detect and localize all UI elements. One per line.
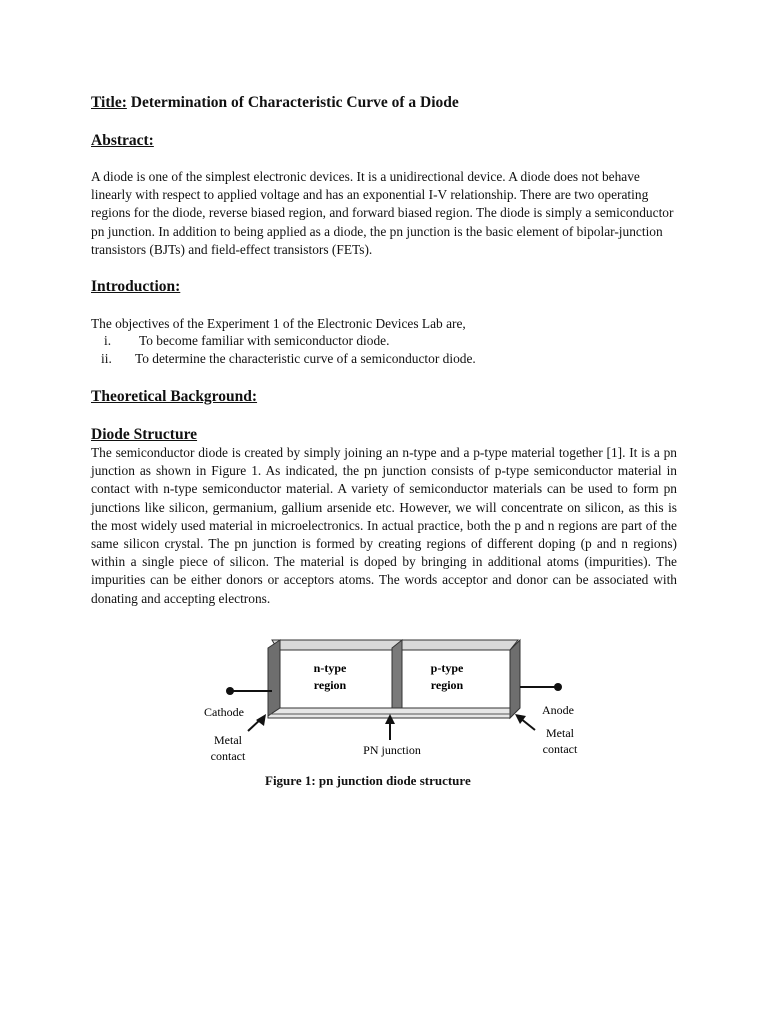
title-text: Determination of Characteristic Curve of a Diode (130, 94, 459, 111)
cathode-label: Cathode (204, 705, 244, 719)
document-title (91, 94, 459, 112)
n-region-label-2: region (313, 678, 347, 692)
abstract-paragraph: A diode is one of the simplest electronic devices. It is a unidirectional device. A diode does not behave linearly with respect to applied voltage and has an exponential I-V relationship. There are two operating regions for the diode, reverse biased region, and forward biased region. The diode is simply a semiconductor pn junction. In addition to being applied as a diode, the pn junction is the basic element of bipolar-junction transistors (BJTs) and field-effect transistors (FETs). (91, 169, 674, 257)
metal-contact-right-label-2: contact (542, 742, 578, 756)
metal-contact-right (510, 640, 520, 718)
metal-contact-left (268, 640, 280, 716)
diode-structure-subheading: Diode Structure (91, 426, 198, 443)
pn-junction-figure (180, 634, 600, 770)
metal-contact-right-arrow (515, 714, 535, 730)
anode-label: Anode (542, 703, 574, 717)
p-region-label-2: region (430, 678, 464, 692)
figure-caption: Figure 1: pn junction diode structure (265, 773, 471, 788)
p-region-label-1: p-type (430, 661, 464, 675)
abstract-heading: Abstract: (91, 132, 154, 149)
list-item-marker: i. (104, 333, 112, 348)
pn-junction-label: PN junction (363, 743, 421, 757)
cathode-lead (226, 687, 272, 695)
list-item-text: To determine the characteristic curve of a semiconductor diode. (135, 351, 476, 366)
title-label: Title: (91, 94, 127, 111)
anode-lead (520, 683, 562, 691)
metal-contact-left-arrow (248, 714, 266, 731)
list-item-marker: ii. (101, 351, 112, 366)
metal-contact-right-label-1: Metal (546, 726, 574, 740)
theory-heading: Theoretical Background: (91, 388, 258, 405)
n-region-label-1: n-type (313, 661, 347, 675)
diode-structure-paragraph: The semiconductor diode is created by simply joining an n-type and a p-type material together [1]. It is a pn junction as shown in Figure 1. As indicated, the pn junction consists of p-type semiconductor material in contact with n-type semiconductor material. A variety of semiconductor materials can be used to form pn junctions like silicon, germanium, gallium arsenide etc. However, we will concentrate on silicon, as this is the most widely used material in microelectronics. In actual practice, both the p and n regions are part of the same silicon crystal. The pn junction is formed by creating regions of different doping (p and n regions) within a single piece of silicon. The material is doped by bringing in additional atoms (impurities). The impurities can be either donors or acceptors atoms. The words acceptor and donor can be associated with donating and accepting electrons. (91, 445, 677, 606)
junction-slab (392, 640, 402, 716)
metal-contact-left-label-2: contact (210, 749, 246, 763)
list-item-text: To become familiar with semiconductor diode. (139, 333, 390, 348)
metal-contact-left-label-1: Metal (214, 733, 242, 747)
junction-block (268, 640, 520, 718)
introduction-heading: Introduction: (91, 278, 181, 295)
objectives-list (0, 333, 768, 373)
introduction-lead: The objectives of the Experiment 1 of the Electronic Devices Lab are, (91, 316, 466, 331)
